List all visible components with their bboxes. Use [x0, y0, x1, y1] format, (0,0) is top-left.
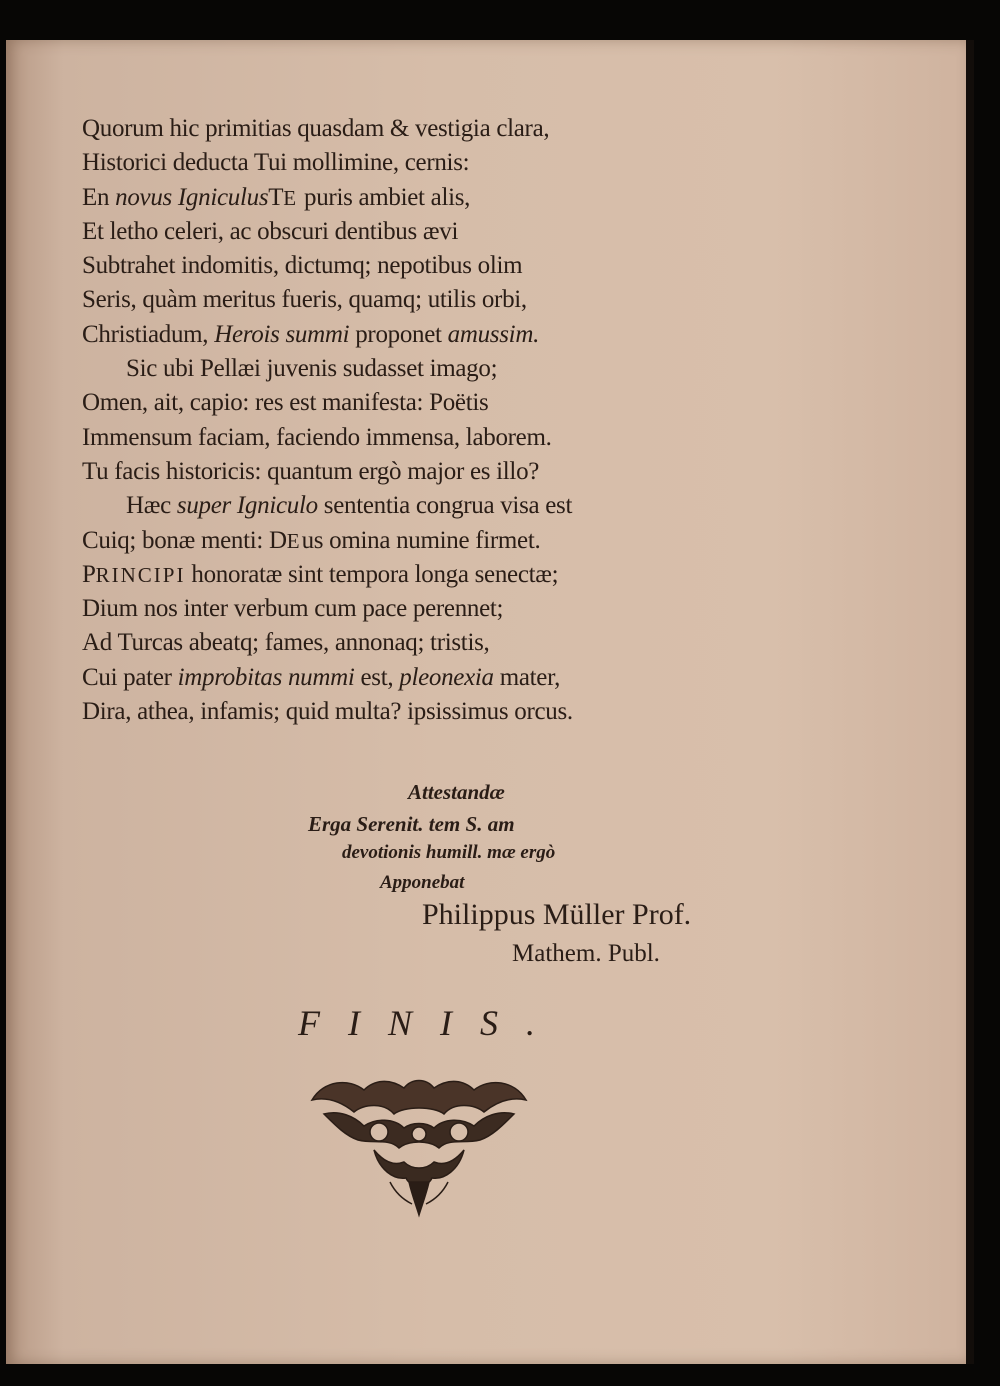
signature-line-2: Erga Serenit. tem S. am [308, 812, 515, 836]
verse-text: sententia congrua visa est [317, 492, 573, 520]
verse-text: honoratæ sint tempora longa senectæ; [185, 560, 559, 588]
verse-text: Cui pater [82, 663, 178, 691]
verse-text: proponet [349, 320, 448, 348]
verse-text: Sic ubi Pellæi juvenis sudasset imago; [126, 355, 498, 383]
verse-line [82, 181, 722, 215]
verse-text: Dira, athea, infamis; quid multa? ipsissimus orcus. [82, 698, 573, 726]
verse-text: P [82, 560, 96, 588]
finis-heading: FINIS. [298, 1003, 563, 1043]
verse-line [82, 146, 722, 180]
verse-text: Dium nos inter verbum cum pace perennet; [82, 595, 504, 623]
verse-text: E [283, 185, 299, 210]
verse-text: Quorum hic primitias quasdam & vestigia clara, [82, 115, 550, 142]
fleuron-ornament [304, 1070, 534, 1220]
verse-line [82, 558, 722, 592]
verse-line [82, 318, 722, 352]
verse-text: Omen, ait, capio: res est manifesta: Poëtis [82, 389, 489, 417]
signature-line-1: Attestandæ [408, 780, 505, 804]
verse-text: Tu facis historicis: quantum ergò major es illo? [82, 457, 540, 485]
verse-text: puris ambiet alis, [298, 183, 471, 211]
verse-line [82, 421, 722, 455]
verse-text: RINCIPI [95, 562, 186, 587]
verse-text: Christiadum, [82, 320, 215, 348]
verse-text: pleonexia [399, 663, 494, 691]
verse-line [82, 626, 722, 660]
verse-text: est, [354, 663, 400, 691]
verse-text: En [82, 183, 116, 211]
verse-text: amussim. [447, 320, 540, 348]
verse-line [82, 455, 722, 489]
verse-line [82, 249, 722, 283]
verse-text: E [286, 528, 302, 553]
verse-text: us omina numine firmet. [301, 526, 541, 554]
verse-text: Hæc [126, 492, 177, 520]
signature-line-4: Apponebat [380, 872, 465, 893]
verse-text: Et letho celeri, ac obscuri dentibus ævi [82, 217, 459, 245]
verse-text: mater, [493, 663, 561, 691]
verse-line [82, 489, 722, 523]
book-page [6, 40, 966, 1364]
verse-text: Cuiq; bonæ menti: D [82, 526, 287, 554]
verse-text: improbitas nummi [177, 663, 355, 691]
verse-line [82, 112, 722, 146]
verse-text: super Igniculo [176, 492, 318, 520]
verse-line [82, 592, 722, 626]
verse-text: Seris, quàm meritus fueris, quamq; utilis orbi, [82, 286, 527, 314]
verse-text: Ad Turcas abeatq; fames, annonaq; tristis, [82, 629, 490, 657]
verse-line [82, 386, 722, 420]
verse-line [82, 215, 722, 249]
verse-text: T [268, 183, 284, 211]
latin-verse [82, 112, 722, 729]
verse-line [82, 524, 722, 558]
verse-line [82, 283, 722, 317]
verse-text: novus Igniculus [115, 183, 269, 211]
verse-text: Subtrahet indomitis, dictumq; nepotibus olim [82, 252, 523, 280]
author-title: Mathem. Publ. [512, 940, 660, 967]
verse-line [82, 661, 722, 695]
signature-line-3: devotionis humill. mæ ergò [342, 842, 556, 863]
author-name: Philippus Müller Prof. [422, 898, 692, 931]
page-edge-shadow [966, 40, 974, 1364]
verse-text: Herois summi [214, 320, 350, 348]
verse-line [82, 695, 722, 729]
verse-text: Immensum faciam, faciendo immensa, laborem. [82, 423, 552, 451]
verse-line [82, 352, 722, 386]
verse-text: Historici deducta Tui mollimine, cernis: [82, 149, 470, 177]
